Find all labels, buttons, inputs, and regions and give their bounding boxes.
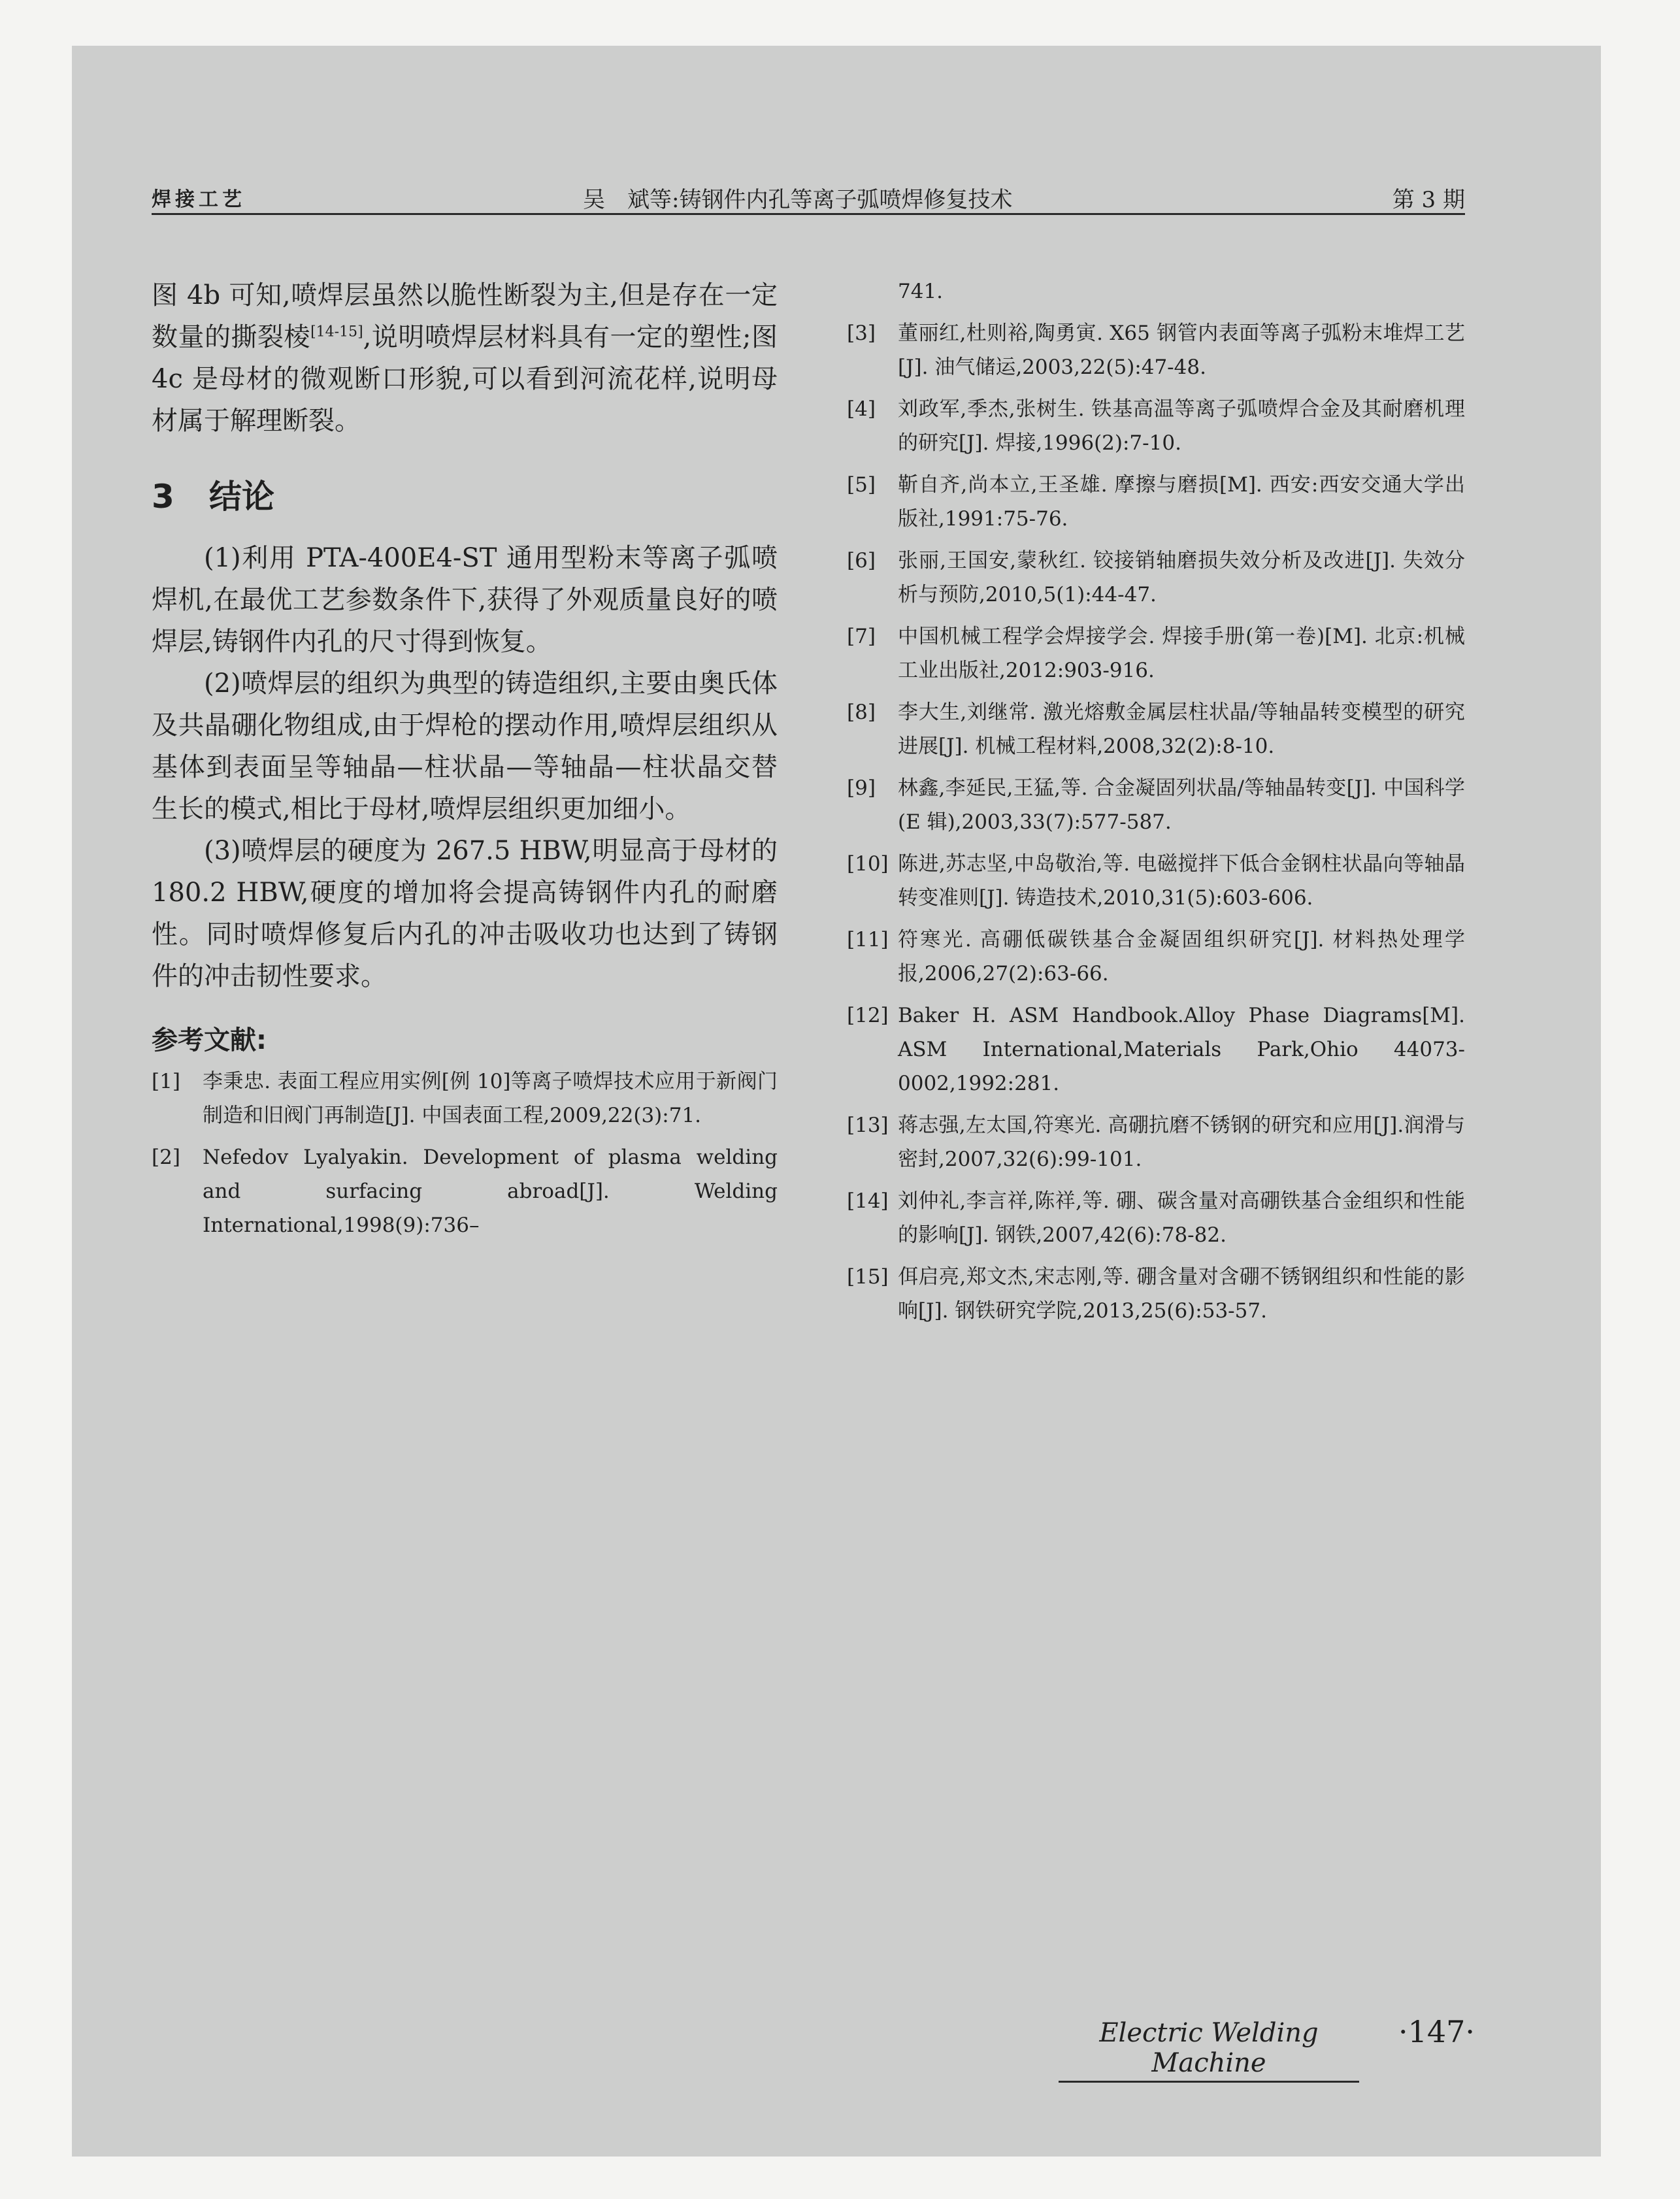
reference-text: 符寒光. 高硼低碳铁基合金凝固组织研究[J]. 材料热处理学报,2006,27(2):63-66. <box>898 928 1465 985</box>
reference-text: 董丽红,杜则裕,陶勇寅. X65 钢管内表面等离子弧粉末堆焊工艺[J]. 油气储运,2003,22(5):47-48. <box>898 322 1465 379</box>
reference-item <box>847 771 1465 839</box>
header-rule <box>152 213 1465 215</box>
reference-text: Nefedov Lyalyakin. Development of plasma welding and surfacing abroad[J]. Welding International,1998(9):736– <box>203 1146 778 1237</box>
reference-text: 蒋志强,左太国,符寒光. 高硼抗磨不锈钢的研究和应用[J].润滑与密封,2007,32(6):99-101. <box>898 1114 1465 1171</box>
reference-item <box>847 695 1465 763</box>
reference-item <box>847 544 1465 612</box>
reference-item <box>847 392 1465 460</box>
reference-text: 刘政军,季杰,张树生. 铁基高温等离子弧喷焊合金及其耐磨机理的研究[J]. 焊接,1996(2):7-10. <box>898 397 1465 455</box>
reference-number: [13] <box>847 1114 889 1137</box>
reference-number: [9] <box>847 776 876 800</box>
reference-number: [2] <box>152 1146 180 1169</box>
reference-number: [12] <box>847 1004 889 1027</box>
reference-item <box>847 847 1465 915</box>
reference-item <box>152 1065 778 1133</box>
reference-item <box>847 620 1465 687</box>
reference-item <box>847 999 1465 1100</box>
running-header <box>152 178 1465 217</box>
reference-item <box>847 316 1465 384</box>
reference-number: [3] <box>847 322 876 345</box>
intro-paragraph <box>152 274 778 442</box>
reference-text: 张丽,王国安,蒙秋红. 铰接销轴磨损失效分析及改进[J]. 失效分析与预防,2010,5(1):44-47. <box>898 549 1465 606</box>
section-title: 结论 <box>209 478 274 516</box>
reference-item <box>847 1184 1465 1252</box>
reference-number: [15] <box>847 1265 889 1289</box>
reference-text: 林鑫,李延民,王猛,等. 合金凝固列状晶/等轴晶转变[J]. 中国科学(E 辑),2003,33(7):577-587. <box>898 776 1465 834</box>
conclusion-2: (2)喷焊层的组织为典型的铸造组织,主要由奥氏体及共晶硼化物组成,由于焊枪的摆动作用,喷焊层组织从基体到表面呈等轴晶—柱状晶—等轴晶—柱状晶交替生长的模式,相比于母材,喷焊层组织更加细小。 <box>152 669 778 824</box>
reference-item <box>847 923 1465 991</box>
right-column <box>847 274 1465 1336</box>
reference-text: 陈进,苏志坚,中岛敬治,等. 电磁搅拌下低合金钢柱状晶向等轴晶转变准则[J]. 铸造技术,2010,31(5):603-606. <box>898 852 1465 910</box>
reference-item <box>847 468 1465 536</box>
journal-section: 焊接工艺 <box>152 188 246 211</box>
journal-brand-footer: Electric Welding Machine <box>1059 2018 1359 2083</box>
reference-number: [11] <box>847 928 889 951</box>
intro-text-pre: 图 4b 可知,喷焊层虽然以脆性断裂为主,但是存在一定数量的撕裂棱 <box>152 280 778 352</box>
section-number: 3 <box>152 478 174 516</box>
reference-number: [1] <box>152 1070 180 1093</box>
left-column <box>152 274 778 1250</box>
conclusion-1: (1)利用 PTA-400E4-ST 通用型粉末等离子弧喷焊机,在最优工艺参数条件下,获得了外观质量良好的喷焊层,铸钢件内孔的尺寸得到恢复。 <box>152 543 778 657</box>
page-number: ·147· <box>1398 2014 1475 2049</box>
references-heading: 参考文献: <box>152 1025 267 1055</box>
reference-text: Baker H. ASM Handbook.Alloy Phase Diagrams[M]. ASM International,Materials Park,Ohio 44073-0002,1992:281. <box>898 1004 1465 1095</box>
article-running-title: 吴 斌等:铸钢件内孔等离子弧喷焊修复技术 <box>583 187 1013 213</box>
reference-number: [14] <box>847 1189 889 1213</box>
issue-number: 第 3 期 <box>1392 187 1465 213</box>
reference-number: [10] <box>847 852 889 876</box>
reference-item <box>847 1108 1465 1176</box>
reference-number: [6] <box>847 549 876 572</box>
reference-number: [4] <box>847 397 876 421</box>
reference-text: 中国机械工程学会焊接学会. 焊接手册(第一卷)[M]. 北京:机械工业出版社,2012:903-916. <box>898 625 1465 682</box>
reference-item <box>152 1140 778 1242</box>
intro-text-post: ,说明喷焊层材料具有一定的塑性;图 4c 是母材的微观断口形貌,可以看到河流花样,说明母材属于解理断裂。 <box>152 322 778 436</box>
reference-text: 佴启亮,郑文杰,宋志刚,等. 硼含量对含硼不锈钢组织和性能的影响[J]. 钢铁研究学院,2013,25(6):53-57. <box>898 1265 1465 1323</box>
reference-item <box>847 1260 1465 1328</box>
reference-continuation: 741. <box>898 280 944 303</box>
reference-number: [5] <box>847 473 876 497</box>
reference-number: [7] <box>847 625 876 648</box>
conclusion-3: (3)喷焊层的硬度为 267.5 HBW,明显高于母材的 180.2 HBW,硬度的增加将会提高铸钢件内孔的耐磨性。同时喷焊修复后内孔的冲击吸收功也达到了铸钢件的冲击韧性要求。 <box>152 836 778 991</box>
reference-text: 李大生,刘继常. 激光熔敷金属层柱状晶/等轴晶转变模型的研究进展[J]. 机械工程材料,2008,32(2):8-10. <box>898 701 1465 758</box>
reference-text: 刘仲礼,李言祥,陈祥,等. 硼、碳含量对高硼铁基合金组织和性能的影响[J]. 钢铁,2007,42(6):78-82. <box>898 1189 1465 1247</box>
reference-text: 李秉忠. 表面工程应用实例[例 10]等离子喷焊技术应用于新阀门制造和旧阀门再制造[J]. 中国表面工程,2009,22(3):71. <box>203 1070 778 1127</box>
reference-text: 靳自齐,尚本立,王圣雄. 摩擦与磨损[M]. 西安:西安交通大学出版社,1991:75-76. <box>898 473 1465 531</box>
reference-number: [8] <box>847 701 876 724</box>
section-heading <box>152 471 778 518</box>
citation-superscript: [14-15] <box>310 323 363 340</box>
